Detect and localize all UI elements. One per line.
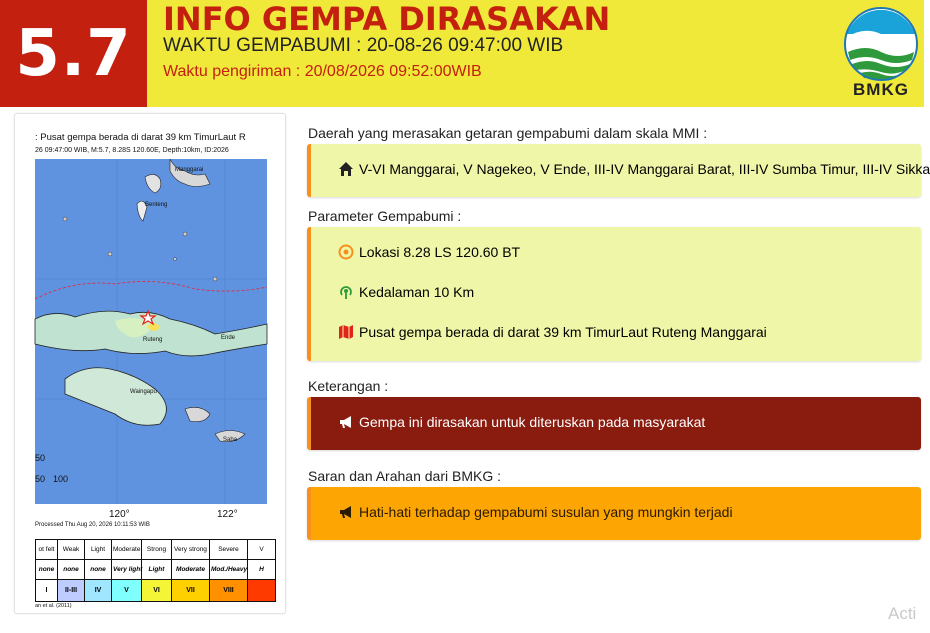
target-icon <box>338 244 354 260</box>
home-icon <box>338 161 354 177</box>
advice-label: Saran dan Arahan dari BMKG : <box>308 468 501 484</box>
megaphone-icon <box>338 504 354 520</box>
map-processed-time: Processed Thu Aug 20, 2026 10:11:53 WIB <box>35 522 150 528</box>
map-place-label: Saba <box>223 437 238 443</box>
location-text: Lokasi 8.28 LS 120.60 BT <box>359 244 521 260</box>
map-scale-label: 50 <box>35 474 46 484</box>
advice-text: Hati-hati terhadap gempabumi susulan yang mungkin terjadi <box>359 504 733 520</box>
map-credit: an et al. (2011) <box>35 603 72 609</box>
mmi-cell: none <box>36 560 58 580</box>
felt-label: Daerah yang merasakan getaran gempabumi dalam skala MMI : <box>308 125 708 141</box>
logo-text: BMKG <box>853 80 909 99</box>
param-label: Parameter Gempabumi : <box>308 208 462 224</box>
map-place-label: Benteng <box>145 202 168 208</box>
mmi-cell: I <box>36 580 58 602</box>
mmi-cell: none <box>85 560 112 580</box>
mmi-cell: Light <box>142 560 172 580</box>
mmi-cell <box>248 580 276 602</box>
mmi-scale-table <box>35 539 276 602</box>
advice-box <box>307 487 921 540</box>
depth-text: Kedalaman 10 Km <box>359 284 475 300</box>
mmi-cell: VI <box>142 580 172 602</box>
map-scale-label: 100 <box>53 474 69 484</box>
epicenter-text: Pusat gempa berada di darat 39 km TimurLaut Ruteng Manggarai <box>359 324 767 340</box>
map-sea <box>35 159 267 504</box>
mmi-cell: VII <box>172 580 210 602</box>
mmi-cell: IV <box>85 580 112 602</box>
mmi-cell: Strong <box>142 540 172 560</box>
page-title: INFO GEMPA DIRASAKAN <box>163 0 611 38</box>
mmi-cell: Very strong <box>172 540 210 560</box>
felt-box <box>307 144 930 197</box>
map-icon <box>338 324 354 340</box>
note-label: Keterangan : <box>308 378 389 394</box>
mmi-cell: Moderate <box>172 560 210 580</box>
map-caption: : Pusat gempa berada di darat 39 km TimurLaut R <box>35 132 246 143</box>
mmi-cell: Mod./Heavy <box>210 560 248 580</box>
magnitude-badge <box>0 0 147 107</box>
header-bar <box>0 0 924 107</box>
magnitude-value: 5.7 <box>15 16 132 91</box>
note-box <box>307 397 921 450</box>
map-scale-label: 50 <box>35 453 46 463</box>
activation-watermark: Acti <box>888 604 917 623</box>
quake-time: WAKTU GEMPABUMI : 20-08-26 09:47:00 WIB <box>163 35 564 56</box>
bmkg-globe-icon <box>838 4 924 82</box>
mmi-cell: VIII <box>210 580 248 602</box>
sent-time: Waktu pengiriman : 20/08/2026 09:52:00WIB <box>163 63 482 80</box>
mmi-cell: none <box>58 560 85 580</box>
mmi-row-intensity <box>36 580 276 602</box>
mmi-row-shaking <box>36 540 276 560</box>
mmi-cell: Very light <box>112 560 142 580</box>
mmi-cell: Weak <box>58 540 85 560</box>
felt-text: V-VI Manggarai, V Nagekeo, V Ende, III-IV Manggarai Barat, III-IV Sumba Timur, III-IV Sikka <box>359 161 930 177</box>
map-place-label: Ruteng <box>143 337 163 343</box>
mmi-cell: Severe <box>210 540 248 560</box>
mmi-cell: H <box>248 560 276 580</box>
map-longitude-label: 122° <box>217 509 238 520</box>
param-box <box>307 227 921 361</box>
mmi-cell: V <box>248 540 276 560</box>
note-text: Gempa ini dirasakan untuk diteruskan pada masyarakat <box>359 414 706 430</box>
map-longitude-label: 120° <box>109 509 130 520</box>
map-place-label: Manggarai <box>175 167 204 173</box>
broadcast-icon <box>338 284 354 300</box>
map-place-label: Waingapu <box>130 389 157 395</box>
map-place-label: Ende <box>221 335 236 341</box>
shakemap-card <box>14 113 286 614</box>
mmi-cell: V <box>112 580 142 602</box>
bmkg-logo <box>838 4 924 104</box>
mmi-cell: Light <box>85 540 112 560</box>
shakemap-image[interactable] <box>35 129 267 609</box>
mmi-cell: II-III <box>58 580 85 602</box>
mmi-row-damage <box>36 560 276 580</box>
map-subcaption: 26 09:47:00 WIB, M:5.7, 8.28S 120.60E, Depth:10km, ID:2026 <box>35 147 229 154</box>
megaphone-icon <box>338 414 354 430</box>
mmi-cell: ot felt <box>36 540 58 560</box>
mmi-cell: Moderate <box>112 540 142 560</box>
